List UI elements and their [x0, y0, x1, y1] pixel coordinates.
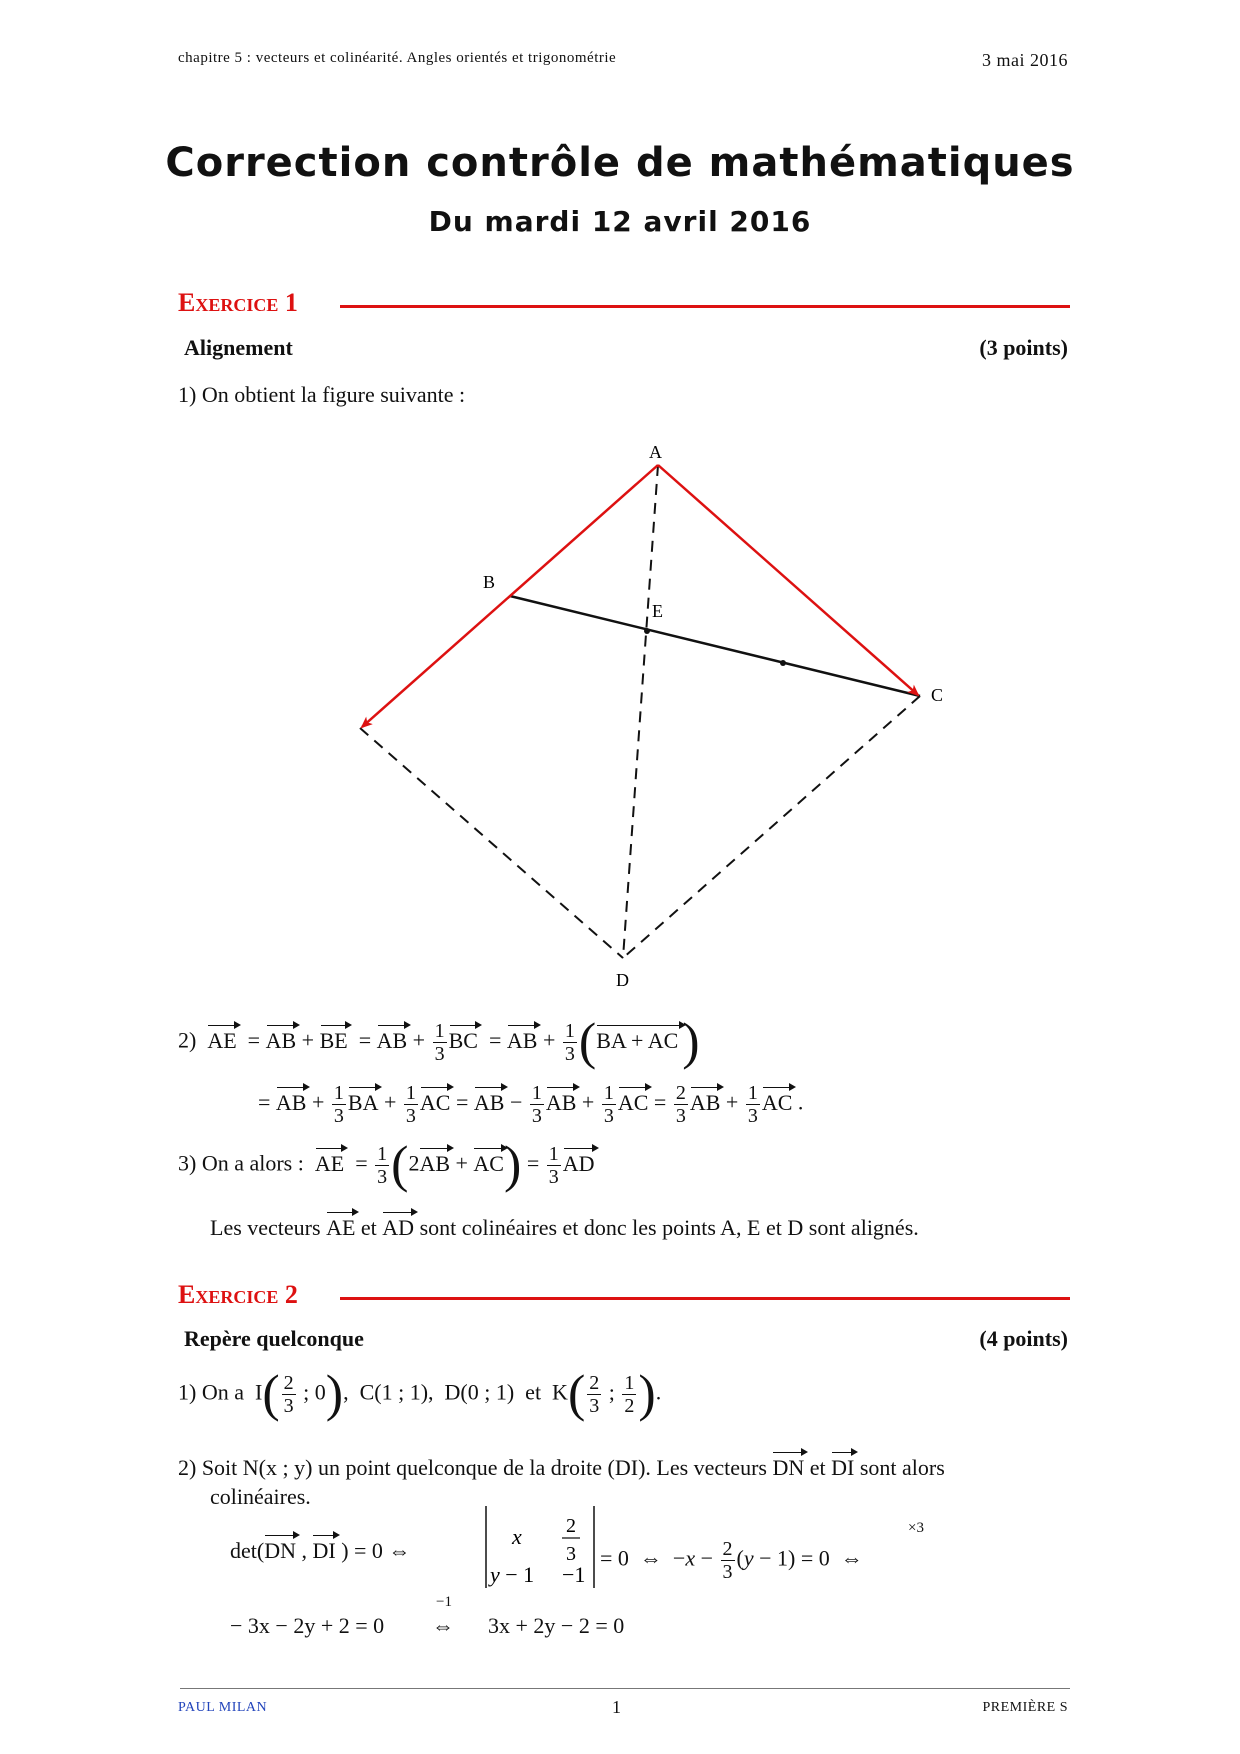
footer-class: PREMIÈRE S [982, 1700, 1068, 1715]
svg-text:y − 1: y − 1 [490, 1562, 535, 1587]
ex2-det-end: = 0 ⇔ −x − $\frac{2}{3}$ (y − 1) = 0 ⇔ [600, 1538, 863, 1583]
svg-text:2: 2 [566, 1515, 576, 1537]
ex2-q1: 1) On a I( $\frac{2}{3}$ ; 0), C(1 ; 1), D(0 ; 1) et K( $\frac{2}{3}$ ; $\frac{1}{2}$ ). [178, 1365, 662, 1423]
label-C: C [931, 685, 944, 705]
ex1-q2-number: 2) [178, 1027, 197, 1053]
exercise-2-rule [340, 1297, 1070, 1300]
ex1-conclusion: Les vecteurs AE et AD sont colinéaires et donc les points A, E et D sont alignés. [210, 1215, 919, 1240]
ex1-conclusion-b: et [360, 1215, 377, 1240]
exercise-2-subtitle: Repère quelconque [184, 1326, 364, 1351]
label-E: E [652, 601, 663, 621]
exercise-2-points: (4 points) [979, 1326, 1068, 1351]
vector-AB-extended [362, 465, 658, 727]
label-A: A [649, 442, 662, 462]
page-subtitle: Du mardi 12 avril 2016 [428, 205, 812, 238]
exercise-1-points: (3 points) [979, 335, 1068, 360]
ex1-q2-line2: = AB + $\frac{1}{3}$ BA + $\frac{1}{3}$ AC = AB − $\frac{1}{3}$ AB + $\frac{1}{3}$ AC = $\frac{2}{3}$ AB + $\frac{1}{3}$ AC . [258, 1082, 804, 1127]
ex1-q3-intro: 3) On a alors : [178, 1150, 304, 1176]
point-E [644, 628, 650, 634]
header-date: 3 mai 2016 [982, 50, 1068, 70]
svg-text:3: 3 [566, 1543, 576, 1565]
ex2-q2-text-a: 2) Soit N(x ; y) un point quelconque de la droite (DI). Les vecteurs [178, 1455, 767, 1480]
svg-text:x: x [512, 1524, 522, 1549]
ex1-conclusion-c: sont colinéaires et donc les points A, E et D sont alignés. [419, 1215, 919, 1240]
exercise-1-rule [340, 305, 1070, 308]
ex1-q2-line1: 2) AE = AB + BE = AB + $\frac{1}{3}$ BC = AB + $\frac{1}{3}$ (BA + AC) [178, 1013, 700, 1071]
det-eq: ) = 0 ⇔ [341, 1538, 411, 1563]
dashed-line-AD [623, 465, 658, 958]
point-marker [780, 660, 786, 666]
mult-minus1-label: −1 [436, 1594, 452, 1610]
ex2-final-a: − 3x − 2y + 2 = 0 [230, 1613, 385, 1638]
ex1-question-1: 1) On obtient la figure suivante : [178, 382, 466, 407]
mult-3-label: ×3 [908, 1520, 924, 1536]
ex2-q2-text-b: et [809, 1455, 826, 1480]
exercise-2-label: Exercice 2 [178, 1280, 298, 1309]
page-title: Correction contrôle de mathématiques [165, 140, 1075, 186]
label-B: B [483, 572, 496, 592]
exercise-1-subtitle: Alignement [184, 335, 293, 360]
exercise-1-label: Exercice 1 [178, 288, 298, 317]
svg-text:−1: −1 [562, 1562, 586, 1587]
geometry-figure [330, 430, 970, 990]
dashed-line-FD [360, 728, 623, 958]
ex2-q2-line1: 2) Soit N(x ; y) un point quelconque de la droite (DI). Les vecteurs DN et DI sont alors [178, 1455, 945, 1480]
vector-AC [658, 465, 918, 695]
determinant-matrix [482, 1502, 602, 1592]
ex2-q1-intro: 1) On a [178, 1379, 244, 1405]
ex2-det-start: det(DN , DI ) = 0 ⇔ [230, 1538, 411, 1563]
chapter-header: chapitre 5 : vecteurs et colinéarité. Angles orientés et trigonométrie [178, 50, 617, 66]
dashed-line-CD [623, 696, 920, 958]
ex2-final-b: 3x + 2y − 2 = 0 [488, 1613, 625, 1638]
det-label: det( [230, 1538, 265, 1563]
footer-author: PAUL MILAN [178, 1700, 268, 1715]
footer-rule [180, 1688, 1070, 1689]
ex1-conclusion-a: Les vecteurs [210, 1215, 321, 1240]
ex1-q3: 3) On a alors : AE = $\frac{1}{3}$ (2AB + AC) = $\frac{1}{3}$ AD [178, 1136, 595, 1194]
segment-BC [510, 596, 920, 696]
footer-page-number: 1 [612, 1697, 622, 1717]
label-D: D [616, 970, 629, 990]
ex2-q2-text-c: sont alors [859, 1455, 945, 1480]
equiv-arrow: ⇔ [432, 1613, 454, 1638]
ex2-q2-line2: colinéaires. [210, 1484, 311, 1509]
